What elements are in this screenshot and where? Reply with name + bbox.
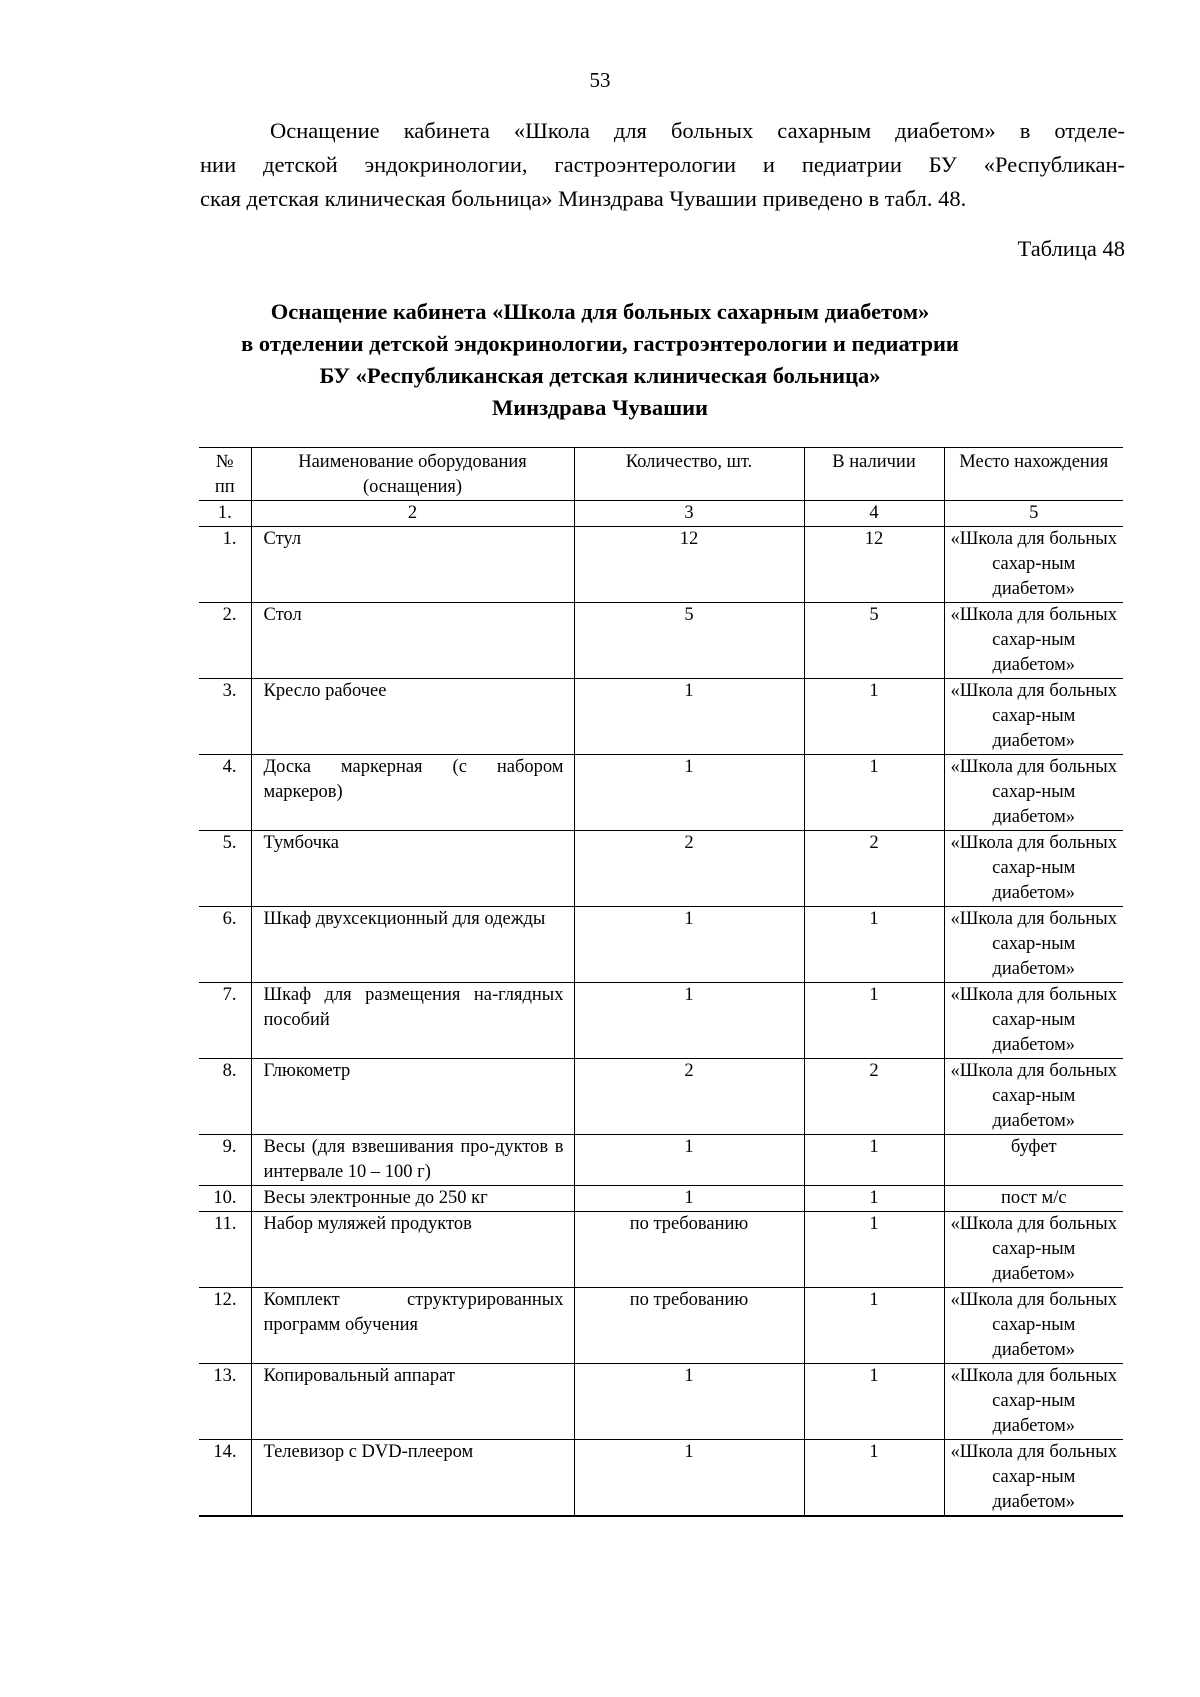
table-row: [199, 907, 1123, 983]
header-name: Наименование оборудования (оснащения): [251, 448, 574, 501]
table-row: [199, 1288, 1123, 1364]
cell-equipment-name: Стол: [251, 603, 574, 679]
cell-available: 1: [804, 679, 944, 755]
cell-number: 8.: [199, 1059, 251, 1135]
table-title-line: в отделении детской эндокринологии, гастроэнтерологии и педиатрии: [241, 331, 959, 356]
table-row: [199, 527, 1123, 603]
column-number: 5: [944, 501, 1123, 527]
table-header-row: [199, 448, 1123, 501]
cell-location: «Школа для больных сахар-ным диабетом»: [944, 1440, 1123, 1517]
cell-number: 9.: [199, 1135, 251, 1186]
cell-equipment-name: Телевизор с DVD-плеером: [251, 1440, 574, 1517]
table-title: [0, 296, 1200, 424]
column-number: 3: [574, 501, 804, 527]
table-row: [199, 1440, 1123, 1517]
header-quantity: Количество, шт.: [574, 448, 804, 501]
cell-quantity: 12: [574, 527, 804, 603]
cell-location: «Школа для больных сахар-ным диабетом»: [944, 527, 1123, 603]
cell-location: пост м/с: [944, 1186, 1123, 1212]
column-number: 4: [804, 501, 944, 527]
cell-number: 10.: [199, 1186, 251, 1212]
cell-available: 12: [804, 527, 944, 603]
table-row: [199, 755, 1123, 831]
equipment-table: [199, 447, 1123, 1517]
intro-line: Оснащение кабинета «Школа для больных сахарным диабетом» в отделе-: [270, 118, 1125, 143]
cell-equipment-name: Стул: [251, 527, 574, 603]
header-number: № пп: [199, 448, 251, 501]
cell-equipment-name: Набор муляжей продуктов: [251, 1212, 574, 1288]
cell-number: 5.: [199, 831, 251, 907]
cell-location: «Школа для больных сахар-ным диабетом»: [944, 603, 1123, 679]
cell-available: 2: [804, 831, 944, 907]
intro-line: нии детской эндокринологии, гастроэнтерологии и педиатрии БУ «Республикан-: [200, 152, 1125, 177]
cell-location: «Школа для больных сахар-ным диабетом»: [944, 1059, 1123, 1135]
cell-available: 1: [804, 1288, 944, 1364]
table-row: [199, 1135, 1123, 1186]
cell-number: 12.: [199, 1288, 251, 1364]
cell-quantity: 2: [574, 1059, 804, 1135]
cell-number: 13.: [199, 1364, 251, 1440]
header-location: Место нахождения: [944, 448, 1123, 501]
cell-location: «Школа для больных сахар-ным диабетом»: [944, 755, 1123, 831]
cell-quantity: 1: [574, 755, 804, 831]
cell-available: 2: [804, 1059, 944, 1135]
cell-available: 1: [804, 1135, 944, 1186]
cell-available: 1: [804, 1364, 944, 1440]
column-number: 2: [251, 501, 574, 527]
table-title-line: БУ «Республиканская детская клиническая больница»: [319, 363, 881, 388]
cell-quantity: по требованию: [574, 1212, 804, 1288]
cell-number: 14.: [199, 1440, 251, 1517]
table-row: [199, 679, 1123, 755]
header-available: В наличии: [804, 448, 944, 501]
intro-line: ская детская клиническая больница» Минздрава Чувашии приведено в табл. 48.: [200, 186, 967, 211]
cell-quantity: 1: [574, 1135, 804, 1186]
cell-equipment-name: Весы электронные до 250 кг: [251, 1186, 574, 1212]
cell-number: 4.: [199, 755, 251, 831]
table-body: [199, 527, 1123, 1517]
table-row: [199, 831, 1123, 907]
table-row: [199, 603, 1123, 679]
cell-location: «Школа для больных сахар-ным диабетом»: [944, 983, 1123, 1059]
cell-location: «Школа для больных сахар-ным диабетом»: [944, 1288, 1123, 1364]
cell-equipment-name: Тумбочка: [251, 831, 574, 907]
cell-quantity: 5: [574, 603, 804, 679]
cell-available: 1: [804, 755, 944, 831]
cell-number: 1.: [199, 527, 251, 603]
table-caption: Таблица 48: [1017, 236, 1125, 261]
cell-equipment-name: Доска маркерная (с набором маркеров): [251, 755, 574, 831]
table-row: [199, 1212, 1123, 1288]
table-row: [199, 1186, 1123, 1212]
cell-equipment-name: Комплект структурированных программ обучения: [251, 1288, 574, 1364]
cell-location: «Школа для больных сахар-ным диабетом»: [944, 1364, 1123, 1440]
cell-number: 6.: [199, 907, 251, 983]
cell-equipment-name: Весы (для взвешивания про-дуктов в интервале 10 – 100 г): [251, 1135, 574, 1186]
cell-available: 1: [804, 983, 944, 1059]
table-row: [199, 1059, 1123, 1135]
cell-location: «Школа для больных сахар-ным диабетом»: [944, 679, 1123, 755]
cell-available: 1: [804, 1186, 944, 1212]
cell-quantity: 1: [574, 1440, 804, 1517]
cell-location: «Школа для больных сахар-ным диабетом»: [944, 1212, 1123, 1288]
cell-location: буфет: [944, 1135, 1123, 1186]
cell-equipment-name: Копировальный аппарат: [251, 1364, 574, 1440]
cell-equipment-name: Кресло рабочее: [251, 679, 574, 755]
column-number: 1.: [199, 501, 251, 527]
cell-quantity: по требованию: [574, 1288, 804, 1364]
column-numbers-row: [199, 501, 1123, 527]
cell-quantity: 1: [574, 1364, 804, 1440]
cell-number: 7.: [199, 983, 251, 1059]
cell-available: 1: [804, 1440, 944, 1517]
cell-quantity: 2: [574, 831, 804, 907]
cell-location: «Школа для больных сахар-ным диабетом»: [944, 831, 1123, 907]
cell-number: 11.: [199, 1212, 251, 1288]
table-row: [199, 1364, 1123, 1440]
cell-quantity: 1: [574, 907, 804, 983]
cell-equipment-name: Глюкометр: [251, 1059, 574, 1135]
table-row: [199, 983, 1123, 1059]
cell-equipment-name: Шкаф двухсекционный для одежды: [251, 907, 574, 983]
cell-quantity: 1: [574, 1186, 804, 1212]
cell-number: 3.: [199, 679, 251, 755]
cell-quantity: 1: [574, 679, 804, 755]
table-title-line: Минздрава Чувашии: [491, 395, 709, 420]
cell-quantity: 1: [574, 983, 804, 1059]
cell-equipment-name: Шкаф для размещения на-глядных пособий: [251, 983, 574, 1059]
cell-available: 5: [804, 603, 944, 679]
intro-paragraph: [200, 114, 1125, 216]
cell-location: «Школа для больных сахар-ным диабетом»: [944, 907, 1123, 983]
cell-available: 1: [804, 907, 944, 983]
cell-number: 2.: [199, 603, 251, 679]
table-title-line: Оснащение кабинета «Школа для больных сахарным диабетом»: [270, 299, 930, 324]
page-number: 53: [589, 68, 611, 92]
cell-available: 1: [804, 1212, 944, 1288]
